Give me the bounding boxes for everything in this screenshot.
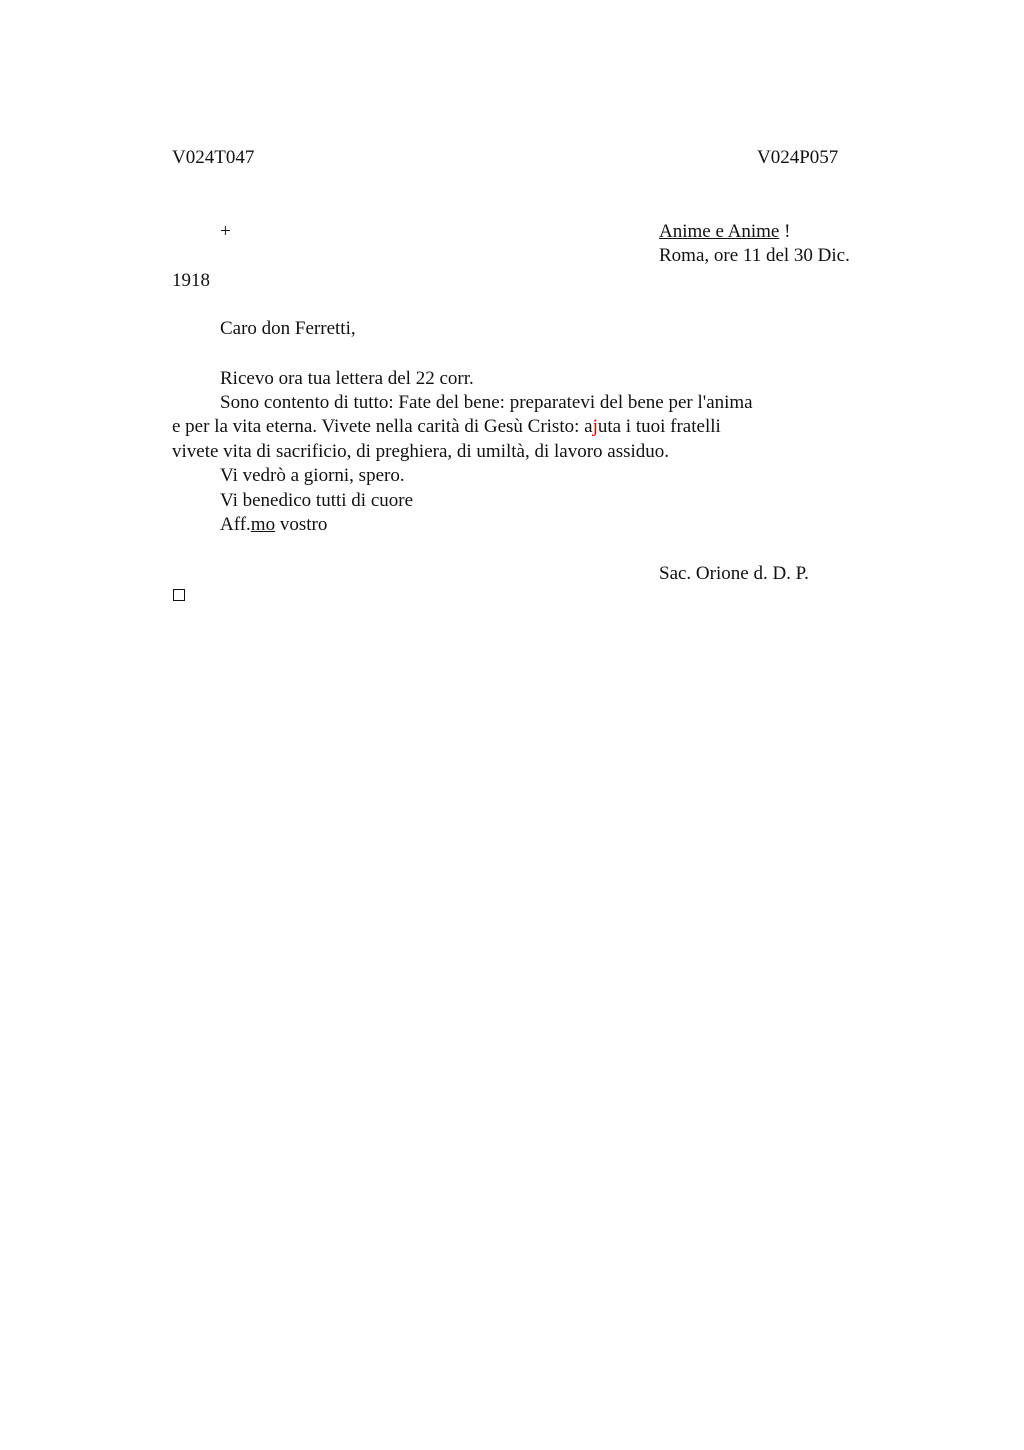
motto-suffix: ! — [779, 221, 791, 242]
motto — [659, 220, 790, 244]
body-paragraph-2-line-3: vivete vita di sacrificio, di preghiera, di umiltà, di lavoro assiduo. — [172, 441, 670, 462]
closing-suffix: vostro — [275, 514, 328, 535]
closing-superscript: mo — [250, 514, 276, 535]
body-paragraph-2-line-1: Sono contento di tutto: Fate del bene: preparatevi del bene per l'anima — [220, 392, 753, 413]
body-paragraph-1: Ricevo ora tua lettera del 22 corr. — [220, 368, 474, 389]
salutation: Caro don Ferretti, — [220, 318, 356, 339]
closing-prefix: Aff. — [220, 514, 251, 535]
body-text-segment: uta i tuoi fratelli — [597, 416, 721, 437]
body-paragraph-4: Vi benedico tutti di cuore — [220, 490, 414, 511]
document-code-left: V024T047 — [172, 147, 255, 168]
end-marker-square — [173, 589, 185, 601]
signature: Sac. Orione d. D. P. — [659, 563, 809, 584]
dateline-year: 1918 — [172, 270, 210, 291]
body-text-segment: e per la vita eterna. Vivete nella carità di Gesù Cristo: a — [172, 416, 593, 437]
motto-text: Anime e Anime — [659, 221, 780, 242]
dateline-line1: Roma, ore 11 del 30 Dic. — [659, 245, 850, 266]
corrected-letter: j — [592, 416, 598, 437]
body-paragraph-2-line-2 — [172, 415, 721, 439]
closing — [220, 513, 327, 537]
document-code-right: V024P057 — [757, 147, 839, 168]
body-paragraph-3: Vi vedrò a giorni, spero. — [220, 465, 405, 486]
cross-symbol: + — [220, 221, 231, 242]
